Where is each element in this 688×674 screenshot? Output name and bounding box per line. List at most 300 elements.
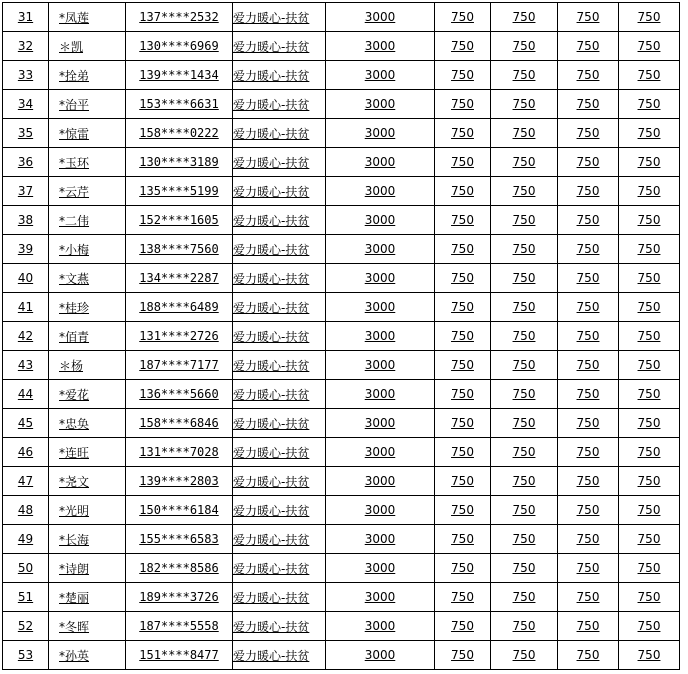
installment-1-text: 750 bbox=[451, 329, 474, 343]
installment-4-text: 750 bbox=[637, 358, 661, 372]
table-row bbox=[3, 119, 680, 148]
row-number-text: 42 bbox=[17, 329, 34, 343]
table-row bbox=[3, 293, 680, 322]
project-text: 爱力暖心-扶贫 bbox=[233, 271, 310, 286]
name-text: *佰青 bbox=[59, 329, 90, 344]
installment-2-text: 750 bbox=[512, 155, 536, 169]
phone-cell bbox=[126, 3, 233, 32]
row-number-cell bbox=[3, 409, 49, 438]
amount-cell bbox=[326, 525, 435, 554]
installment-4-cell bbox=[619, 351, 680, 380]
phone-text: 130****6969 bbox=[139, 39, 219, 53]
installment-2-cell bbox=[491, 438, 558, 467]
row-number-cell bbox=[3, 32, 49, 61]
installment-3-text: 750 bbox=[576, 619, 600, 633]
name-cell bbox=[49, 148, 126, 177]
installment-1-cell bbox=[435, 554, 491, 583]
table-row bbox=[3, 525, 680, 554]
table-row bbox=[3, 177, 680, 206]
row-number-text: 51 bbox=[17, 590, 34, 604]
installment-1-cell bbox=[435, 235, 491, 264]
installment-4-cell bbox=[619, 148, 680, 177]
installment-4-cell bbox=[619, 583, 680, 612]
installment-3-cell bbox=[558, 438, 619, 467]
installment-3-cell bbox=[558, 496, 619, 525]
project-text: 爱力暖心-扶贫 bbox=[233, 474, 310, 489]
installment-4-text: 750 bbox=[637, 387, 661, 401]
table-row bbox=[3, 612, 680, 641]
installment-1-text: 750 bbox=[451, 184, 474, 198]
installment-1-cell bbox=[435, 380, 491, 409]
name-cell bbox=[49, 583, 126, 612]
project-text: 爱力暖心-扶贫 bbox=[233, 503, 310, 518]
project-cell bbox=[233, 322, 326, 351]
amount-text: 3000 bbox=[364, 68, 396, 82]
installment-2-text: 750 bbox=[512, 648, 536, 662]
installment-1-cell bbox=[435, 148, 491, 177]
installment-2-cell bbox=[491, 32, 558, 61]
installment-4-cell bbox=[619, 235, 680, 264]
installment-4-cell bbox=[619, 32, 680, 61]
installment-2-cell bbox=[491, 264, 558, 293]
installment-3-text: 750 bbox=[576, 329, 600, 343]
amount-cell bbox=[326, 496, 435, 525]
installment-1-cell bbox=[435, 525, 491, 554]
installment-4-cell bbox=[619, 438, 680, 467]
project-text: 爱力暖心-扶贫 bbox=[233, 358, 310, 373]
amount-cell bbox=[326, 641, 435, 670]
row-number-text: 34 bbox=[17, 97, 34, 111]
installment-3-text: 750 bbox=[576, 503, 600, 517]
installment-2-cell bbox=[491, 525, 558, 554]
installment-2-cell bbox=[491, 409, 558, 438]
project-text: 爱力暖心-扶贫 bbox=[233, 155, 310, 170]
installment-1-cell bbox=[435, 177, 491, 206]
project-cell bbox=[233, 32, 326, 61]
installment-3-cell bbox=[558, 3, 619, 32]
row-number-text: 36 bbox=[17, 155, 34, 169]
row-number-cell bbox=[3, 264, 49, 293]
installment-1-cell bbox=[435, 119, 491, 148]
project-text: 爱力暖心-扶贫 bbox=[233, 416, 310, 431]
installment-4-text: 750 bbox=[637, 619, 661, 633]
installment-4-cell bbox=[619, 322, 680, 351]
phone-cell bbox=[126, 148, 233, 177]
installment-2-cell bbox=[491, 61, 558, 90]
phone-text: 139****2803 bbox=[139, 474, 219, 488]
name-cell bbox=[49, 525, 126, 554]
amount-cell bbox=[326, 235, 435, 264]
installment-3-cell bbox=[558, 293, 619, 322]
row-number-cell bbox=[3, 148, 49, 177]
amount-text: 3000 bbox=[364, 416, 396, 430]
installment-3-text: 750 bbox=[576, 68, 600, 82]
project-text: 爱力暖心-扶贫 bbox=[233, 126, 310, 141]
phone-text: 158****0222 bbox=[139, 126, 219, 140]
amount-cell bbox=[326, 119, 435, 148]
installment-1-cell bbox=[435, 641, 491, 670]
installment-4-text: 750 bbox=[637, 648, 661, 662]
phone-text: 189****3726 bbox=[139, 590, 219, 604]
installment-3-cell bbox=[558, 525, 619, 554]
installment-3-text: 750 bbox=[576, 300, 600, 314]
installment-4-cell bbox=[619, 119, 680, 148]
project-text: 爱力暖心-扶贫 bbox=[233, 213, 310, 228]
installment-2-text: 750 bbox=[512, 561, 536, 575]
installment-4-text: 750 bbox=[637, 242, 661, 256]
amount-text: 3000 bbox=[364, 445, 396, 459]
installment-4-cell bbox=[619, 496, 680, 525]
phone-text: 130****3189 bbox=[139, 155, 219, 169]
amount-cell bbox=[326, 554, 435, 583]
table-row bbox=[3, 467, 680, 496]
row-number-cell bbox=[3, 235, 49, 264]
installment-4-text: 750 bbox=[637, 503, 661, 517]
phone-cell bbox=[126, 61, 233, 90]
table-row bbox=[3, 90, 680, 119]
row-number-text: 31 bbox=[17, 10, 34, 24]
amount-cell bbox=[326, 583, 435, 612]
row-number-text: 47 bbox=[17, 474, 34, 488]
project-text: 爱力暖心-扶贫 bbox=[233, 97, 310, 112]
row-number-text: 52 bbox=[17, 619, 34, 633]
installment-3-cell bbox=[558, 641, 619, 670]
amount-text: 3000 bbox=[364, 97, 396, 111]
name-cell bbox=[49, 90, 126, 119]
installment-3-cell bbox=[558, 554, 619, 583]
installment-4-text: 750 bbox=[637, 271, 661, 285]
installment-1-cell bbox=[435, 3, 491, 32]
installment-2-text: 750 bbox=[512, 416, 536, 430]
installment-1-cell bbox=[435, 467, 491, 496]
installment-4-cell bbox=[619, 90, 680, 119]
project-cell bbox=[233, 90, 326, 119]
installment-4-cell bbox=[619, 525, 680, 554]
installment-2-text: 750 bbox=[512, 184, 536, 198]
amount-cell bbox=[326, 177, 435, 206]
amount-text: 3000 bbox=[364, 387, 396, 401]
installment-1-text: 750 bbox=[451, 213, 474, 227]
phone-text: 134****2287 bbox=[139, 271, 219, 285]
project-text: 爱力暖心-扶贫 bbox=[233, 387, 310, 402]
installment-2-text: 750 bbox=[512, 474, 536, 488]
installment-4-cell bbox=[619, 554, 680, 583]
installment-1-cell bbox=[435, 612, 491, 641]
amount-cell bbox=[326, 612, 435, 641]
installment-4-cell bbox=[619, 177, 680, 206]
table-row bbox=[3, 235, 680, 264]
installment-1-text: 750 bbox=[451, 445, 474, 459]
name-text: ＊杨 bbox=[59, 358, 84, 373]
amount-cell bbox=[326, 206, 435, 235]
project-cell bbox=[233, 380, 326, 409]
row-number-cell bbox=[3, 206, 49, 235]
row-number-text: 46 bbox=[17, 445, 34, 459]
installment-1-text: 750 bbox=[451, 648, 474, 662]
amount-cell bbox=[326, 351, 435, 380]
installment-2-text: 750 bbox=[512, 532, 536, 546]
installment-1-text: 750 bbox=[451, 503, 474, 517]
installment-2-cell bbox=[491, 583, 558, 612]
phone-cell bbox=[126, 119, 233, 148]
name-cell bbox=[49, 322, 126, 351]
installment-4-cell bbox=[619, 380, 680, 409]
amount-cell bbox=[326, 322, 435, 351]
project-cell bbox=[233, 3, 326, 32]
project-cell bbox=[233, 119, 326, 148]
installment-3-cell bbox=[558, 409, 619, 438]
installment-4-text: 750 bbox=[637, 445, 661, 459]
amount-text: 3000 bbox=[364, 300, 396, 314]
installment-2-text: 750 bbox=[512, 213, 536, 227]
table-row bbox=[3, 554, 680, 583]
installment-2-text: 750 bbox=[512, 68, 536, 82]
amount-cell bbox=[326, 293, 435, 322]
phone-text: 135****5199 bbox=[139, 184, 219, 198]
installment-2-cell bbox=[491, 496, 558, 525]
installment-1-text: 750 bbox=[451, 387, 474, 401]
installment-3-cell bbox=[558, 90, 619, 119]
installment-4-text: 750 bbox=[637, 416, 661, 430]
row-number-cell bbox=[3, 496, 49, 525]
phone-cell bbox=[126, 322, 233, 351]
project-cell bbox=[233, 554, 326, 583]
table-row bbox=[3, 3, 680, 32]
phone-text: 131****2726 bbox=[139, 329, 219, 343]
installment-1-text: 750 bbox=[451, 561, 474, 575]
table-body bbox=[3, 3, 680, 670]
installment-4-text: 750 bbox=[637, 300, 661, 314]
installment-3-text: 750 bbox=[576, 213, 600, 227]
name-text: *惊雷 bbox=[59, 126, 90, 141]
installment-3-text: 750 bbox=[576, 39, 600, 53]
name-text: *玉环 bbox=[59, 155, 90, 170]
installment-4-cell bbox=[619, 3, 680, 32]
table-row bbox=[3, 322, 680, 351]
installment-1-text: 750 bbox=[451, 300, 474, 314]
table-row bbox=[3, 61, 680, 90]
phone-cell bbox=[126, 612, 233, 641]
installment-4-text: 750 bbox=[637, 474, 661, 488]
installment-1-cell bbox=[435, 583, 491, 612]
row-number-cell bbox=[3, 380, 49, 409]
phone-cell bbox=[126, 641, 233, 670]
amount-cell bbox=[326, 438, 435, 467]
row-number-cell bbox=[3, 177, 49, 206]
amount-text: 3000 bbox=[364, 590, 396, 604]
row-number-text: 48 bbox=[17, 503, 34, 517]
installment-3-cell bbox=[558, 322, 619, 351]
table-row bbox=[3, 351, 680, 380]
installment-2-cell bbox=[491, 177, 558, 206]
installment-3-text: 750 bbox=[576, 648, 600, 662]
installment-4-text: 750 bbox=[637, 10, 661, 24]
installment-1-text: 750 bbox=[451, 126, 474, 140]
installment-3-cell bbox=[558, 235, 619, 264]
installment-3-cell bbox=[558, 467, 619, 496]
project-text: 爱力暖心-扶贫 bbox=[233, 445, 310, 460]
installment-4-cell bbox=[619, 612, 680, 641]
amount-cell bbox=[326, 467, 435, 496]
project-text: 爱力暖心-扶贫 bbox=[233, 532, 310, 547]
name-text: *楚丽 bbox=[59, 590, 90, 605]
amount-cell bbox=[326, 409, 435, 438]
installment-3-cell bbox=[558, 119, 619, 148]
amount-cell bbox=[326, 61, 435, 90]
row-number-cell bbox=[3, 583, 49, 612]
amount-cell bbox=[326, 264, 435, 293]
table-row bbox=[3, 583, 680, 612]
row-number-cell bbox=[3, 351, 49, 380]
installment-3-text: 750 bbox=[576, 358, 600, 372]
row-number-text: 40 bbox=[17, 271, 34, 285]
installment-3-cell bbox=[558, 264, 619, 293]
installment-4-text: 750 bbox=[637, 39, 661, 53]
name-cell bbox=[49, 264, 126, 293]
installment-1-text: 750 bbox=[451, 590, 474, 604]
row-number-cell bbox=[3, 525, 49, 554]
phone-cell bbox=[126, 235, 233, 264]
project-text: 爱力暖心-扶贫 bbox=[233, 329, 310, 344]
phone-cell bbox=[126, 90, 233, 119]
installment-3-cell bbox=[558, 583, 619, 612]
installment-4-text: 750 bbox=[637, 97, 661, 111]
row-number-cell bbox=[3, 554, 49, 583]
installment-2-cell bbox=[491, 467, 558, 496]
installment-3-text: 750 bbox=[576, 10, 600, 24]
installment-1-text: 750 bbox=[451, 39, 474, 53]
phone-text: 136****5660 bbox=[139, 387, 219, 401]
project-cell bbox=[233, 409, 326, 438]
row-number-text: 38 bbox=[17, 213, 34, 227]
amount-text: 3000 bbox=[364, 648, 396, 662]
installment-3-cell bbox=[558, 351, 619, 380]
project-text: 爱力暖心-扶贫 bbox=[233, 619, 310, 634]
name-cell bbox=[49, 119, 126, 148]
row-number-text: 39 bbox=[17, 242, 34, 256]
project-cell bbox=[233, 496, 326, 525]
project-cell bbox=[233, 148, 326, 177]
table-row bbox=[3, 641, 680, 670]
installment-1-text: 750 bbox=[451, 416, 474, 430]
installment-2-text: 750 bbox=[512, 445, 536, 459]
amount-text: 3000 bbox=[364, 561, 396, 575]
installment-3-text: 750 bbox=[576, 126, 600, 140]
installment-2-text: 750 bbox=[512, 97, 536, 111]
phone-text: 137****2532 bbox=[139, 10, 219, 24]
name-text: *光明 bbox=[59, 503, 90, 518]
amount-text: 3000 bbox=[364, 242, 396, 256]
installment-3-text: 750 bbox=[576, 184, 600, 198]
amount-text: 3000 bbox=[364, 39, 396, 53]
project-cell bbox=[233, 612, 326, 641]
phone-cell bbox=[126, 177, 233, 206]
name-cell bbox=[49, 3, 126, 32]
name-text: *冬晖 bbox=[59, 619, 90, 634]
installment-1-cell bbox=[435, 61, 491, 90]
phone-cell bbox=[126, 525, 233, 554]
installment-4-cell bbox=[619, 206, 680, 235]
installment-1-cell bbox=[435, 409, 491, 438]
installment-2-cell bbox=[491, 90, 558, 119]
installment-3-cell bbox=[558, 61, 619, 90]
installment-1-text: 750 bbox=[451, 532, 474, 546]
installment-1-cell bbox=[435, 438, 491, 467]
project-cell bbox=[233, 206, 326, 235]
installment-3-cell bbox=[558, 177, 619, 206]
project-cell bbox=[233, 351, 326, 380]
name-cell bbox=[49, 554, 126, 583]
installment-4-text: 750 bbox=[637, 68, 661, 82]
project-cell bbox=[233, 641, 326, 670]
project-cell bbox=[233, 235, 326, 264]
row-number-text: 45 bbox=[17, 416, 34, 430]
phone-text: 153****6631 bbox=[139, 97, 219, 111]
amount-cell bbox=[326, 3, 435, 32]
project-cell bbox=[233, 61, 326, 90]
amount-text: 3000 bbox=[364, 329, 396, 343]
installment-2-text: 750 bbox=[512, 242, 536, 256]
installment-2-text: 750 bbox=[512, 300, 536, 314]
installment-3-text: 750 bbox=[576, 590, 600, 604]
installment-3-cell bbox=[558, 380, 619, 409]
row-number-cell bbox=[3, 612, 49, 641]
amount-text: 3000 bbox=[364, 10, 396, 24]
installment-3-text: 750 bbox=[576, 532, 600, 546]
row-number-text: 32 bbox=[17, 39, 34, 53]
project-cell bbox=[233, 583, 326, 612]
installment-2-cell bbox=[491, 322, 558, 351]
installment-2-text: 750 bbox=[512, 329, 536, 343]
row-number-cell bbox=[3, 3, 49, 32]
installment-2-text: 750 bbox=[512, 126, 536, 140]
installment-3-cell bbox=[558, 32, 619, 61]
amount-text: 3000 bbox=[364, 532, 396, 546]
name-cell bbox=[49, 496, 126, 525]
name-cell bbox=[49, 61, 126, 90]
name-cell bbox=[49, 641, 126, 670]
name-text: *云芹 bbox=[59, 184, 90, 199]
amount-text: 3000 bbox=[364, 213, 396, 227]
installment-2-cell bbox=[491, 554, 558, 583]
row-number-text: 33 bbox=[17, 68, 34, 82]
phone-text: 150****6184 bbox=[139, 503, 219, 517]
phone-text: 131****7028 bbox=[139, 445, 219, 459]
installment-2-cell bbox=[491, 641, 558, 670]
phone-text: 158****6846 bbox=[139, 416, 219, 430]
amount-text: 3000 bbox=[364, 358, 396, 372]
amount-text: 3000 bbox=[364, 619, 396, 633]
installment-1-cell bbox=[435, 206, 491, 235]
row-number-text: 53 bbox=[17, 648, 34, 662]
row-number-text: 35 bbox=[17, 126, 34, 140]
project-text: 爱力暖心-扶贫 bbox=[233, 242, 310, 257]
name-cell bbox=[49, 612, 126, 641]
phone-cell bbox=[126, 264, 233, 293]
row-number-text: 44 bbox=[17, 387, 34, 401]
phone-text: 139****1434 bbox=[139, 68, 219, 82]
phone-text: 138****7560 bbox=[139, 242, 219, 256]
project-cell bbox=[233, 177, 326, 206]
phone-cell bbox=[126, 351, 233, 380]
phone-text: 187****5558 bbox=[139, 619, 219, 633]
row-number-text: 41 bbox=[17, 300, 34, 314]
table-row bbox=[3, 380, 680, 409]
installment-3-text: 750 bbox=[576, 474, 600, 488]
project-text: 爱力暖心-扶贫 bbox=[233, 10, 310, 25]
installment-1-text: 750 bbox=[451, 358, 474, 372]
phone-cell bbox=[126, 206, 233, 235]
